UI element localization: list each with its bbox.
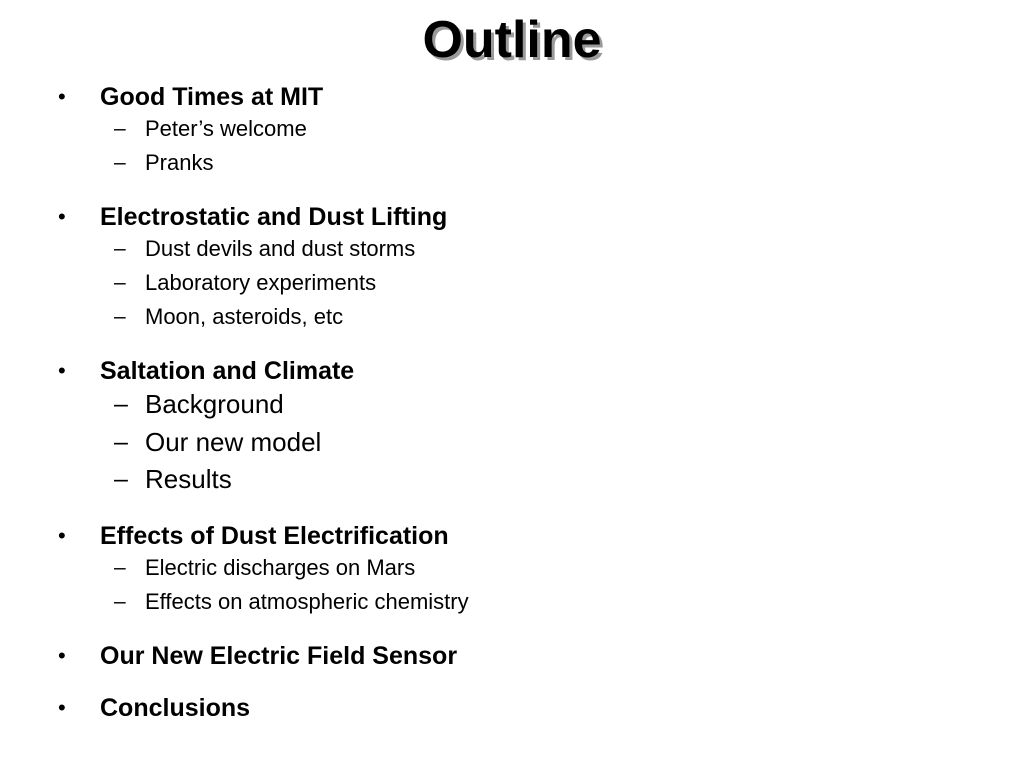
sub-item-text: Moon, asteroids, etc — [145, 304, 344, 329]
bullet-icon: • — [58, 204, 66, 229]
outline-sub-item — [0, 585, 1024, 619]
dash-icon: – — [114, 465, 128, 493]
outline-sub-item — [0, 300, 1024, 334]
bullet-heading: Good Times at MIT — [100, 83, 324, 111]
dash-icon: – — [114, 237, 126, 260]
bullet-heading: Saltation and Climate — [100, 357, 355, 385]
outline-bullet — [0, 202, 1024, 232]
outline-sub-item — [0, 266, 1024, 300]
dash-icon: – — [114, 590, 126, 613]
sub-item-text: Results — [145, 464, 232, 494]
outline-section-effects — [0, 521, 1024, 619]
dash-icon: – — [114, 390, 128, 418]
outline-sub-item — [0, 232, 1024, 266]
outline-sub-item — [0, 424, 1024, 462]
bullet-icon: • — [58, 695, 66, 720]
outline-sub-item — [0, 386, 1024, 424]
sub-item-text: Effects on atmospheric chemistry — [145, 589, 469, 614]
bullet-icon: • — [58, 523, 66, 548]
slide-title: Outline — [422, 11, 602, 69]
outline-section-good-times — [0, 82, 1024, 180]
outline-bullet — [0, 82, 1024, 112]
bullet-heading: Effects of Dust Electrification — [100, 522, 449, 550]
dash-icon: – — [114, 151, 126, 174]
sub-item-text: Background — [145, 389, 284, 419]
outline-bullet — [0, 356, 1024, 386]
sub-item-text: Our new model — [145, 426, 322, 457]
bullet-heading: Electrostatic and Dust Lifting — [100, 203, 448, 231]
sub-item-text: Laboratory experiments — [145, 270, 377, 295]
dash-icon: – — [114, 305, 126, 328]
outline-sub-item — [0, 146, 1024, 180]
bullet-heading: Our New Electric Field Sensor — [100, 642, 458, 670]
outline-section-electrostatic — [0, 202, 1024, 334]
sub-item-text: Pranks — [145, 150, 214, 175]
bullet-icon: • — [58, 358, 66, 383]
dash-icon: – — [114, 271, 126, 294]
outline-section-conclusions — [0, 693, 1024, 723]
sub-item-text: Dust devils and dust storms — [145, 236, 416, 261]
sub-item-text: Electric discharges on Mars — [145, 555, 416, 580]
outline-bullet — [0, 693, 1024, 723]
outline-bullet — [0, 521, 1024, 551]
outline-sub-item — [0, 551, 1024, 585]
outline-section-saltation — [0, 356, 1024, 499]
bullet-icon: • — [58, 84, 66, 109]
dash-icon: – — [114, 117, 126, 140]
bullet-icon: • — [58, 643, 66, 668]
outline-sub-item — [0, 461, 1024, 499]
dash-icon: – — [114, 427, 128, 456]
sub-item-text: Peter’s welcome — [145, 116, 307, 141]
bullet-heading: Conclusions — [100, 694, 251, 722]
outline-section-sensor — [0, 641, 1024, 671]
dash-icon: – — [114, 556, 126, 579]
outline-sub-item — [0, 112, 1024, 146]
outline-bullet — [0, 641, 1024, 671]
